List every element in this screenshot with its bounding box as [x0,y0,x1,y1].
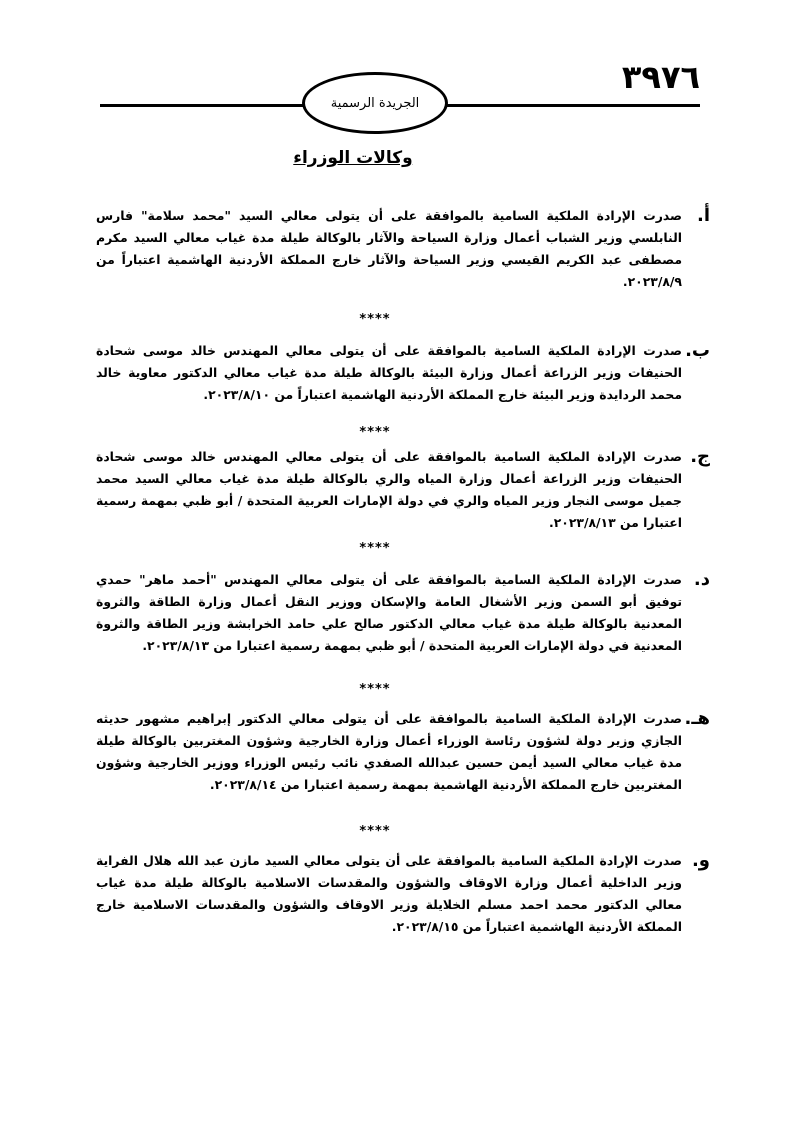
decree-d [96,569,710,657]
decree-marker: ج. [690,446,710,467]
separator: **** [359,682,391,697]
decree-a [96,205,710,293]
decree-text: صدرت الإرادة الملكية السامية بالموافقة على أن يتولى معالي السيد مازن عبد الله هلال الفراية وزير الداخلية أعمال وزارة الاوقاف والشؤون والمقدسات الاسلامية بالوكالة طيلة مدة غياب معالي الدكتور محمد احمد مسلم الخلايلة وزير الاوقاف والشؤون والمقدسات الاسلامية خارج المملكة الأردنية الهاشمية اعتباراً من ٢٠٢٣/٨/١٥. [96,853,682,934]
decree-text: صدرت الإرادة الملكية السامية بالموافقة على أن يتولى معالي المهندس خالد موسى شحادة الحنيفات وزير الزراعة أعمال وزارة البيئة بالوكالة طيلة مدة غياب معالي الدكتور معاوية خالد محمد الردايدة وزير البيئة خارج المملكة الأردنية الهاشمية اعتباراً من ٢٠٢٣/٨/١٠. [96,343,682,402]
gazette-name-oval [302,72,448,134]
section-title: وكالات الوزراء [293,148,413,168]
decree-b [96,340,710,406]
separator: **** [359,312,391,327]
decree-text: صدرت الإرادة الملكية السامية بالموافقة على أن يتولى معالي المهندس خالد موسى شحادة الحنيفات وزير الزراعة أعمال وزارة المياه والري بالوكالة طيلة مدة غياب معالي السيد محمد جميل موسى النجار وزير المياه والري في دولة الإمارات العربية المتحدة / أبو ظبي بمهمة رسمية اعتبارا من ٢٠٢٣/٨/١٣. [96,449,682,530]
decree-marker: ب. [685,340,710,361]
decree-text: صدرت الإرادة الملكية السامية بالموافقة على أن يتولى معالي السيد "محمد سلامة" فارس النابلسي وزير الشباب أعمال وزارة السياحة والآثار بالوكالة طيلة مدة غياب معالي السيد مكرم مصطفى عبد الكريم القيسي وزير السياحة والآثار خارج المملكة الأردنية الهاشمية اعتباراً من ٢٠٢٣/٨/٩. [96,208,682,289]
decree-marker: د. [693,569,710,590]
separator: **** [359,824,391,839]
decree-e [96,708,710,796]
decree-text: صدرت الإرادة الملكية السامية بالموافقة على أن يتولى معالي المهندس "أحمد ماهر" حمدي توفيق أبو السمن وزير الأشغال العامة والإسكان ووزير النقل أعمال وزارة الطاقة والثروة المعدنية بالوكالة طيلة مدة غياب معالي الدكتور صالح علي حامد الخرابشة وزير الطاقة والثروة المعدنية في دولة الإمارات العربية المتحدة / أبو ظبي بمهمة رسمية اعتبارا من ٢٠٢٣/٨/١٣. [96,572,682,653]
page-number: ٣٩٧٦ [621,58,700,96]
decree-f [96,850,710,938]
decree-marker: و. [691,850,710,871]
decree-marker: هـ. [684,708,710,729]
separator: **** [359,425,391,440]
decree-text: صدرت الإرادة الملكية السامية بالموافقة على أن يتولى معالي الدكتور إبراهيم مشهور حديثه الجازي وزير دولة لشؤون رئاسة الوزراء أعمال وزارة الخارجية وشؤون المغتربين بالوكالة طيلة مدة غياب معالي السيد أيمن حسين عبدالله الصفدي نائب رئيس الوزراء ووزير الخارجية وشؤون المغتربين خارج المملكة الأردنية الهاشمية بمهمة رسمية اعتبارا من ٢٠٢٣/٨/١٤. [96,711,682,792]
decree-c [96,446,710,534]
decree-marker: أ. [696,205,710,226]
separator: **** [359,541,391,556]
gazette-name: الجريدة الرسمية [330,95,420,111]
